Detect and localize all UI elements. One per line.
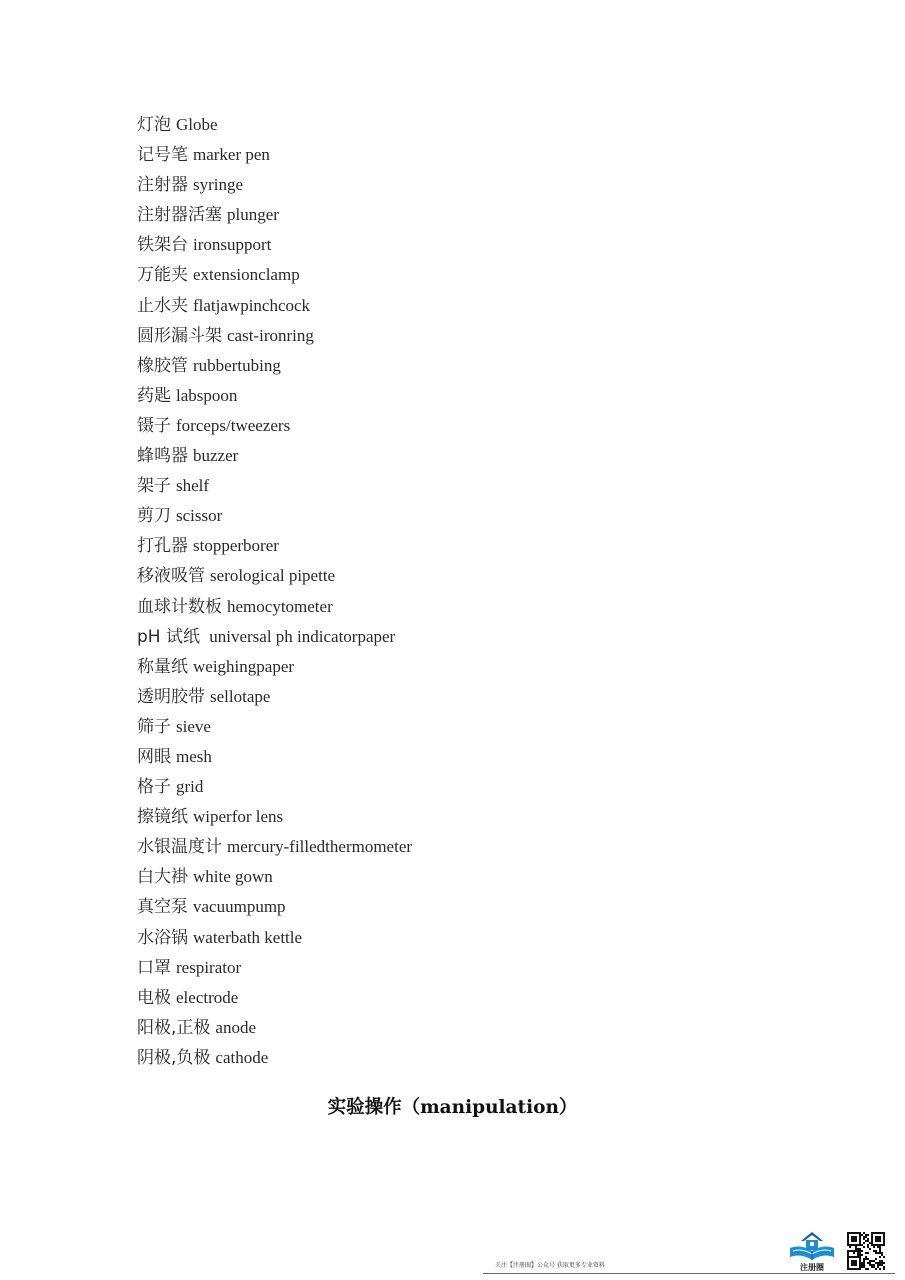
term-chinese: 移液吸管 <box>137 566 205 587</box>
term-chinese: 万能夹 <box>137 265 188 286</box>
glossary-item <box>137 170 412 200</box>
glossary-item <box>137 953 412 983</box>
term-english: respirator <box>176 957 242 977</box>
glossary-item <box>137 862 412 892</box>
glossary-item <box>137 1013 412 1043</box>
footer-rule <box>483 1273 895 1274</box>
term-chinese: 白大褂 <box>137 867 188 888</box>
term-chinese: 透明胶带 <box>137 686 205 707</box>
glossary-item <box>137 802 412 832</box>
term-chinese: pH 试纸 <box>137 626 200 647</box>
term-chinese: 注射器活塞 <box>137 205 222 226</box>
glossary-item <box>137 110 412 140</box>
logo-label: 注册圈 <box>800 1263 824 1272</box>
glossary-item <box>137 832 412 862</box>
glossary-item <box>137 652 412 682</box>
glossary-item <box>137 381 412 411</box>
term-chinese: 蜂鸣器 <box>137 446 188 467</box>
footer-text: 关注【注册圈】公众号 获取更多专业资料 <box>495 1262 605 1269</box>
term-chinese: 镊子 <box>137 415 171 436</box>
term-english: rubbertubing <box>193 355 281 375</box>
glossary-item <box>137 441 412 471</box>
glossary-item <box>137 622 412 652</box>
term-chinese: 铁架台 <box>137 235 188 256</box>
glossary-item <box>137 561 412 591</box>
glossary-item <box>137 892 412 922</box>
term-english: grid <box>176 777 204 797</box>
glossary-item <box>137 471 412 501</box>
term-english: electrode <box>176 987 239 1007</box>
term-chinese: 擦镜纸 <box>137 807 188 828</box>
logo-graphic <box>787 1230 837 1264</box>
term-chinese: 灯泡 <box>137 115 171 135</box>
term-english: anode <box>215 1017 256 1037</box>
term-english: cathode <box>215 1047 269 1067</box>
term-english: weighingpaper <box>193 656 295 676</box>
page-footer <box>483 1228 895 1276</box>
term-english: hemocytometer <box>227 596 333 616</box>
term-english: forceps/tweezers <box>176 415 291 435</box>
term-chinese: 阳极,正极 <box>137 1017 211 1038</box>
term-english: wiperfor lens <box>193 807 284 827</box>
term-chinese: 水银温度计 <box>137 837 222 858</box>
term-chinese: 架子 <box>137 476 171 497</box>
term-english: syringe <box>193 175 244 195</box>
term-english: cast-ironring <box>227 325 314 345</box>
glossary-item <box>137 230 412 260</box>
term-chinese: 口罩 <box>137 957 171 978</box>
term-english: stopperborer <box>193 536 279 556</box>
term-english: waterbath kettle <box>193 927 303 947</box>
term-english: plunger <box>227 205 279 225</box>
term-english: marker pen <box>193 145 270 165</box>
term-english: sieve <box>176 716 211 736</box>
term-english: Globe <box>176 115 218 134</box>
qr-graphic <box>847 1232 885 1270</box>
glossary-item <box>137 260 412 290</box>
glossary-item <box>137 1043 412 1073</box>
glossary-item <box>137 712 412 742</box>
term-chinese: 剪刀 <box>137 506 171 527</box>
term-chinese: 水浴锅 <box>137 927 188 948</box>
qr-code-icon <box>847 1232 885 1270</box>
glossary-item <box>137 682 412 712</box>
term-english: serological pipette <box>210 566 336 586</box>
term-chinese: 圆形漏斗架 <box>137 325 222 346</box>
term-chinese: 止水夹 <box>137 295 188 316</box>
term-english: sellotape <box>210 686 271 706</box>
term-chinese: 记号笔 <box>137 145 188 166</box>
term-english: mesh <box>176 746 212 766</box>
term-english: universal ph indicatorpaper <box>204 626 396 646</box>
term-chinese: 称量纸 <box>137 656 188 677</box>
term-chinese: 真空泵 <box>137 897 188 918</box>
glossary-item <box>137 321 412 351</box>
glossary-item <box>137 140 412 170</box>
glossary-item <box>137 291 412 321</box>
glossary-item <box>137 772 412 802</box>
house-book-logo-icon <box>787 1230 837 1272</box>
term-chinese: 筛子 <box>137 716 171 737</box>
term-chinese: 打孔器 <box>137 536 188 557</box>
glossary-item <box>137 983 412 1013</box>
term-chinese: 注射器 <box>137 175 188 196</box>
glossary-item <box>137 411 412 441</box>
term-chinese: 格子 <box>137 777 171 798</box>
term-english: buzzer <box>193 446 239 466</box>
glossary-item <box>137 592 412 622</box>
term-english: labspoon <box>176 385 238 405</box>
term-english: mercury-filledthermometer <box>227 837 413 857</box>
section-heading: 实验操作（manipulation） <box>327 1097 578 1118</box>
glossary-item <box>137 531 412 561</box>
term-chinese: 网眼 <box>137 746 171 767</box>
term-english: scissor <box>176 506 223 526</box>
term-english: shelf <box>176 476 210 496</box>
glossary-item <box>137 501 412 531</box>
glossary-item <box>137 742 412 772</box>
term-chinese: 橡胶管 <box>137 355 188 376</box>
glossary-item <box>137 923 412 953</box>
term-chinese: 阴极,负极 <box>137 1047 211 1068</box>
term-english: extensionclamp <box>193 265 300 285</box>
term-chinese: 药匙 <box>137 385 171 406</box>
term-english: white gown <box>193 867 273 887</box>
glossary-list <box>137 110 412 1073</box>
glossary-item <box>137 351 412 381</box>
term-english: ironsupport <box>193 235 272 255</box>
term-english: flatjawpinchcock <box>193 295 311 315</box>
term-chinese: 血球计数板 <box>137 596 222 617</box>
glossary-item <box>137 200 412 230</box>
term-chinese: 电极 <box>137 987 171 1008</box>
term-english: vacuumpump <box>193 897 286 917</box>
